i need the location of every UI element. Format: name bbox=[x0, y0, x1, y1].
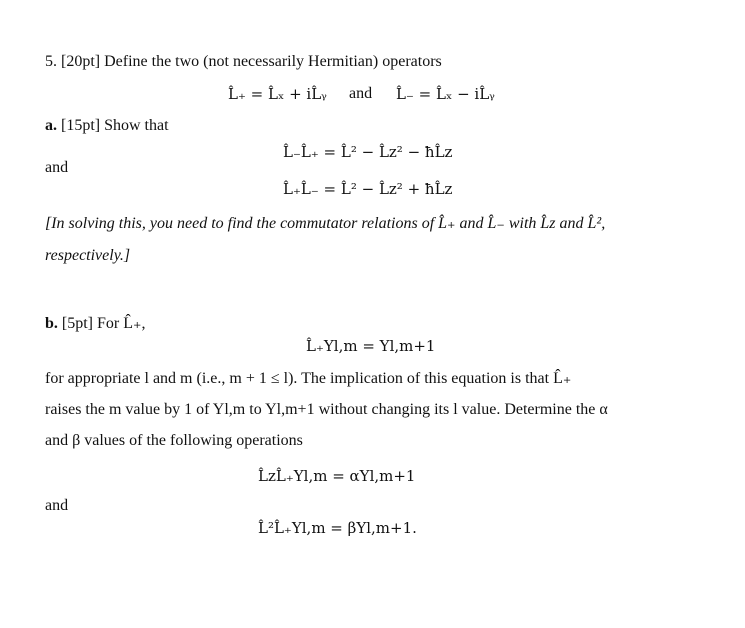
question-heading: 5. [20pt] Define the two (not necessarily Hermitian) operators bbox=[45, 53, 442, 70]
equation-Lplus-Lminus: L̂₊L̂₋ = L̂² − L̂z² + ħL̂z bbox=[283, 180, 453, 198]
part-a-hint-line-2: respectively.] bbox=[45, 247, 131, 264]
equation-raising-operator: L̂₊Yl,m = Yl,m+1 bbox=[306, 337, 436, 355]
part-a-prompt bbox=[45, 116, 169, 136]
part-a-and-text: and bbox=[45, 159, 69, 176]
part-a-label: a. bbox=[45, 117, 57, 134]
equation-alpha: L̂zL̂₊Yl,m = αYl,m+1 bbox=[258, 467, 416, 485]
equation-Lminus-Lplus: L̂₋L̂₊ = L̂² − L̂z² − ħL̂z bbox=[283, 143, 453, 161]
part-b-text-line-1: for appropriate l and m (i.e., m + 1 ≤ l). The implication of this equation is that L̂₊ bbox=[45, 370, 572, 387]
part-a-hint-line-1: [In solving this, you need to find the commutator relations of L̂₊ and L̂₋ with L̂z and L̂², bbox=[45, 215, 606, 232]
equation-L-plus-definition: L̂₊ = L̂ₓ + iL̂ᵧ bbox=[228, 85, 327, 103]
part-b-prompt bbox=[45, 314, 145, 334]
part-b-label: b. bbox=[45, 315, 58, 332]
part-b-and-text: and bbox=[45, 497, 69, 514]
definition-and-text: and bbox=[349, 85, 373, 102]
part-b-text-line-2: raises the m value by 1 of Yl,m to Yl,m+1 without changing its l value. Determine the α bbox=[45, 401, 608, 418]
equation-L-minus-definition: L̂₋ = L̂ₓ − iL̂ᵧ bbox=[396, 85, 495, 103]
part-b-points: [5pt] For L̂₊, bbox=[61, 315, 146, 332]
part-b-text-line-3: and β values of the following operations bbox=[45, 432, 303, 449]
part-a-points: [15pt] Show that bbox=[61, 117, 169, 134]
equation-beta: L̂²L̂₊Yl,m = βYl,m+1. bbox=[258, 519, 417, 537]
